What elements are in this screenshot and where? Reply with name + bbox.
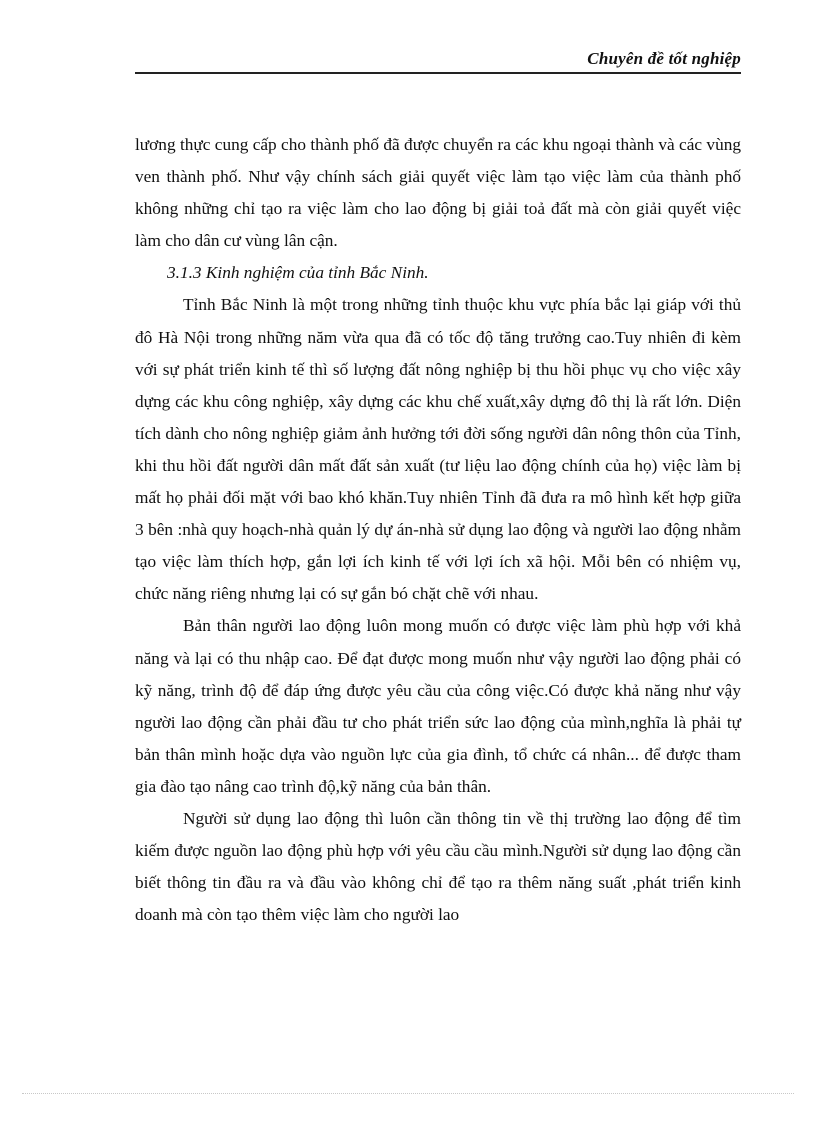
- document-body: [135, 129, 741, 931]
- page-bottom-divider: [22, 1093, 794, 1094]
- paragraph-1: lương thực cung cấp cho thành phố đã được chuyển ra các khu ngoại thành và các vùng ven thành phố. Như vậy chính sách giải quyết việc làm tạo việc làm của thành phố không những chỉ tạo ra việc làm cho lao động bị giải toả đất mà còn giải quyết việc làm cho dân cư vùng lân cận.: [135, 135, 741, 251]
- paragraph-4: Người sử dụng lao động thì luôn cần thông tin về thị trường lao động để tìm kiếm được nguồn lao động phù hợp với yêu cầu cầu mình.Người sử dụng lao động cần biết thông tin đầu ra và đầu vào không chỉ để tạo ra thêm năng suất ,phát triển kinh doanh mà còn tạo thêm việc làm cho người lao: [135, 808, 741, 925]
- paragraph-2: Tỉnh Bắc Ninh là một trong những tỉnh thuộc khu vực phía bắc lại giáp với thủ đô Hà Nội trong những năm vừa qua đã có tốc độ tăng trưởng cao.Tuy nhiên đi kèm với sự phát triển kinh tế thì số lượng đất nông nghiệp bị thu hồi phục vụ cho việc xây dựng các khu công nghiệp, xây dựng các khu chế xuất,xây dựng đô thị là rất lớn. Diện tích dành cho nông nghiệp giảm ảnh hưởng tới đời sống người dân nông thôn của Tỉnh, khi thu hồi đất người dân mất đất sản xuất (tư liệu lao động chính của họ) việc làm bị mất họ phải đối mặt với bao khó khăn.Tuy nhiên Tỉnh đã đưa ra mô hình kết hợp giữa 3 bên :nhà quy hoạch-nhà quản lý dự án-nhà sử dụng lao động và người lao động nhằm tạo việc làm thích hợp, gắn lợi ích kinh tế với lợi ích xã hội. Mỗi bên có nhiệm vụ, chức năng riêng nhưng lại có sự gắn bó chặt chẽ với nhau.: [135, 295, 741, 604]
- page-header: [135, 48, 741, 74]
- section-heading: 3.1.3 Kinh nghiệm của tỉnh Bắc Ninh.: [167, 263, 429, 283]
- paragraph-3: Bản thân người lao động luôn mong muốn có được việc làm phù hợp với khả năng và lại có thu nhập cao. Để đạt được mong muốn như vậy người lao động phải có kỹ năng, trình độ để đáp ứng được yêu cầu của công việc.Có được khả năng như vậy người lao động cần phải đầu tư cho phát triển sức lao động của mình,nghĩa là phải tự bản thân mình hoặc dựa vào nguồn lực của gia đình, tổ chức cá nhân... để được tham gia đào tạo nâng cao trình độ,kỹ năng của bản thân.: [135, 616, 741, 796]
- header-title: Chuyên đề tốt nghiệp: [587, 49, 741, 68]
